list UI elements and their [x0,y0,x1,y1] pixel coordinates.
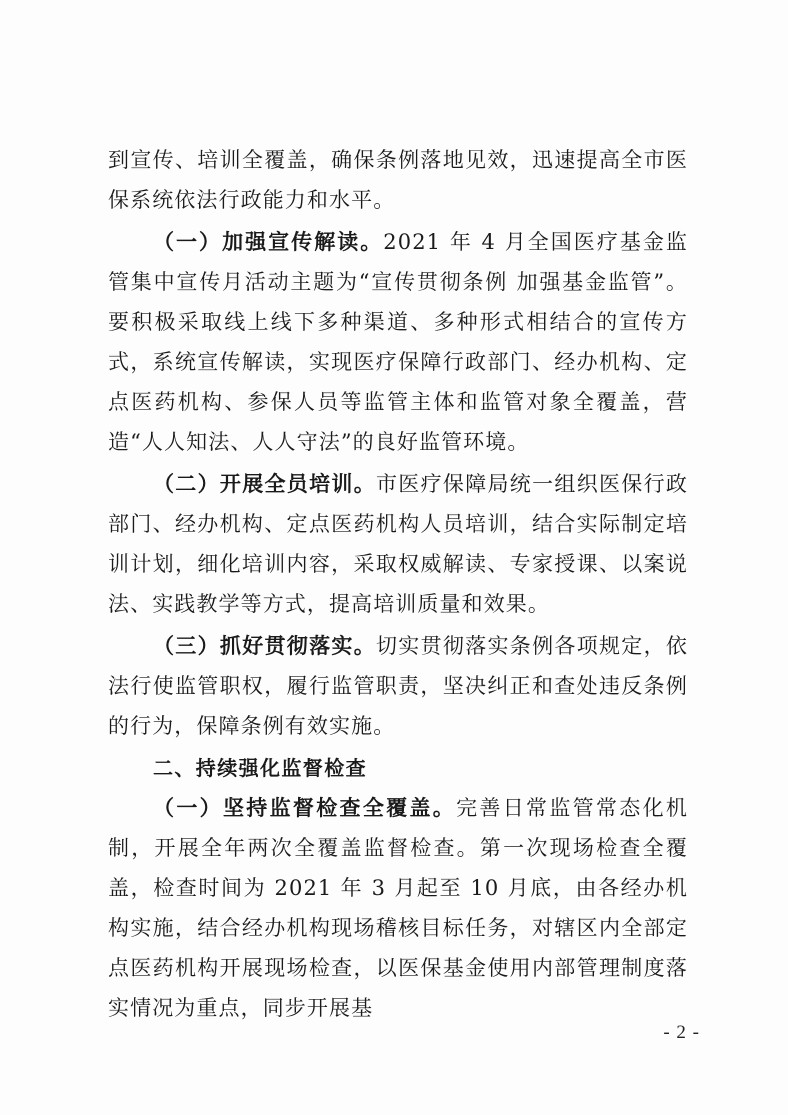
paragraph-lead: （一）加强宣传解读。 [153,229,384,254]
paragraph-lead: （二）开展全员培训。 [153,471,376,496]
paragraph-continuation [108,140,688,220]
paragraph-training [108,464,688,624]
paragraph-text: 到宣传、培训全覆盖，确保条例落地见效，迅速提高全市医保系统依法行政能力和水平。 [108,148,688,212]
paragraph-text: 完善日常监管常态化机制，开展全年两次全覆盖监督检查。第一次现场检查全覆盖，检查时间为 2021 年 3 月起至 10 月底，由各经办机构实施，结合经办机构现场稽核目标任务，对辖区内全部定点医药机构开展现场检查，以医保基金使用内部管理制度落实情况为重点，同步开展基 [108,796,688,1020]
page-number: - 2 - [663,1022,700,1043]
paragraph-text: 切实贯彻落实条例各项规定，依法行使监管职权，履行监管职责，坚决纠正和查处违反条例的行为，保障条例有效实施。 [108,634,688,738]
paragraph-inspection [108,788,688,1028]
paragraph-text: 2021 年 4 月全国医疗基金监管集中宣传月活动主题为“宣传贯彻条例 加强基金监管”。要积极采取线上线下多种渠道、多种形式相结合的宣传方式，系统宣传解读，实现医疗保障行政部门、经办机构、定点医药机构、参保人员等监管主体和监管对象全覆盖，营造“人人知法、人人守法”的良好监管环境。 [108,230,689,454]
paragraph-lead: （三）抓好贯彻落实。 [153,633,376,658]
paragraph-publicity [108,222,688,462]
document-body [108,140,688,1028]
paragraph-text: 市医疗保障局统一组织医保行政部门、经办机构、定点医药机构人员培训，结合实际制定培训计划，细化培训内容，采取权威解读、专家授课、以案说法、实践教学等方式，提高培训质量和效果。 [108,472,688,616]
paragraph-implementation [108,626,688,746]
section-heading: 二、持续强化监督检查 [153,756,367,780]
paragraph-lead: （一）坚持监督检查全覆盖。 [153,795,457,820]
